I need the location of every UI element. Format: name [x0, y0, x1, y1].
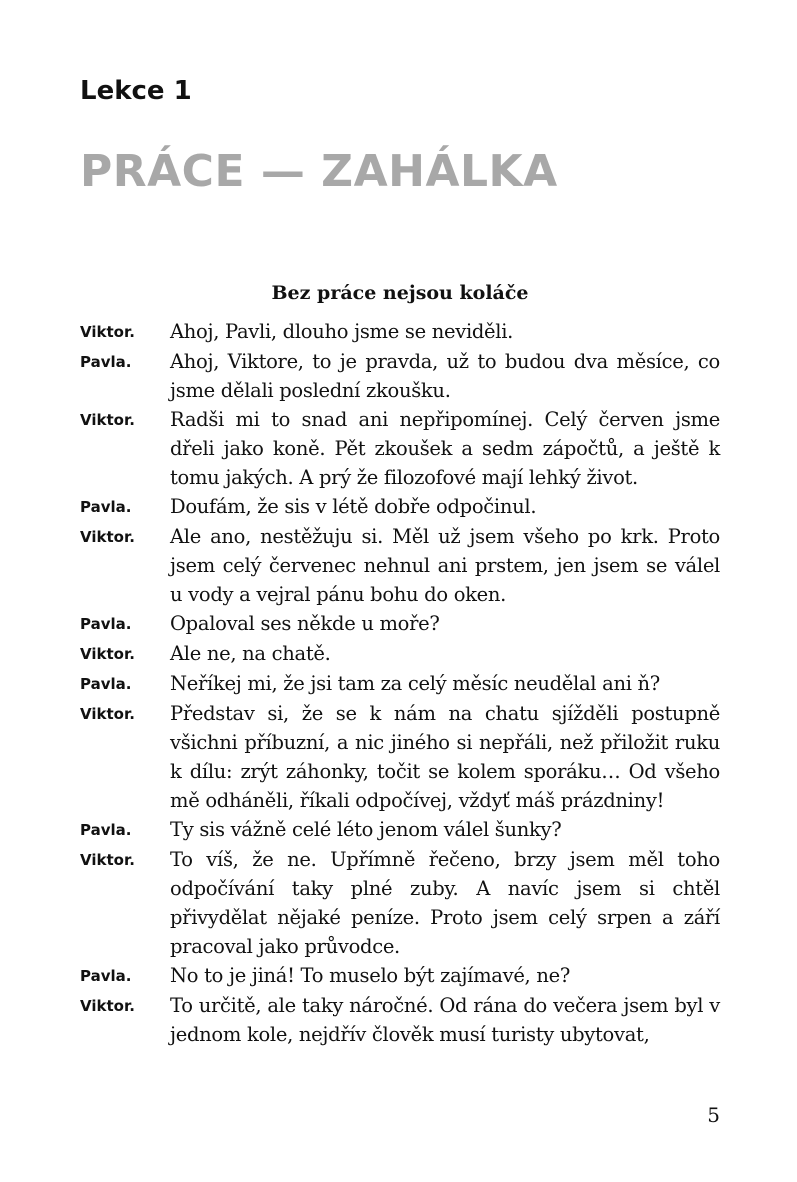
dialogue-line [80, 669, 720, 699]
dialogue-line [80, 845, 720, 961]
speech-text: Neříkej mi, že jsi tam za celý měsíc neudělal ani ň? [170, 672, 660, 695]
dialogue-line [80, 522, 720, 609]
speech-text: Opaloval ses někde u moře? [170, 612, 440, 635]
speaker-name: Pavla. [80, 967, 132, 985]
speech-text: Doufám, že sis v létě dobře odpočinul. [170, 495, 537, 518]
dialogue-line [80, 961, 720, 991]
dialogue-line [80, 699, 720, 815]
speaker-name: Viktor. [80, 997, 135, 1015]
dialogue-title: Bez práce nejsou koláče [271, 282, 529, 304]
speaker-name: Viktor. [80, 705, 135, 723]
speaker-name: Viktor. [80, 645, 135, 663]
speaker-name: Pavla. [80, 353, 132, 371]
speaker-name: Viktor. [80, 323, 135, 341]
dialogue-line [80, 815, 720, 845]
speech-text: Ale ano, nestěžuju si. Měl už jsem všeho po krk. Proto jsem celý červenec nehnul ani prstem, jen jsem se válel u vody a vejral pánu bohu do oken. [170, 525, 720, 606]
speech-text: Ahoj, Pavli, dlouho jsme se neviděli. [170, 320, 514, 343]
dialogue-line [80, 639, 720, 669]
dialogue-line [80, 347, 720, 405]
speech-text: Ahoj, Viktore, to je pravda, už to budou dva měsíce, co jsme dělali poslední zkoušku. [170, 350, 720, 402]
dialogue-line [80, 991, 720, 1049]
speaker-name: Pavla. [80, 821, 132, 839]
speaker-name: Viktor. [80, 411, 135, 429]
speech-text: To určitě, ale taky náročné. Od rána do večera jsem byl v jednom kole, nejdřív člověk musí turisty ubytovat, [170, 994, 720, 1046]
speaker-name: Pavla. [80, 615, 132, 633]
dialogue-line [80, 492, 720, 522]
page-number: 5 [707, 1103, 720, 1127]
dialogue-line [80, 609, 720, 639]
speech-text: Ty sis vážně celé léto jenom válel šunky? [170, 818, 562, 841]
speech-text: Radši mi to snad ani nepřipomínej. Celý červen jsme dřeli jako koně. Pět zkoušek a sedm zápočtů, a ještě k tomu jakých. A prý že filozofové mají lehký život. [170, 408, 720, 489]
speaker-name: Pavla. [80, 675, 132, 693]
dialogue [80, 317, 720, 1049]
speech-text: To víš, že ne. Upřímně řečeno, brzy jsem měl toho odpočívání taky plné zuby. A navíc jsem si chtěl přivydělat nějaké peníze. Proto jsem celý srpen a září pracoval jako průvodce. [170, 848, 720, 958]
lesson-label: Lekce 1 [80, 76, 192, 106]
dialogue-line [80, 317, 720, 347]
speech-text: Ale ne, na chatě. [170, 642, 331, 665]
speaker-name: Viktor. [80, 528, 135, 546]
dialogue-line [80, 405, 720, 492]
speech-text: Představ si, že se k nám na chatu sjížděli postupně všichni příbuzní, a nic jiného si nepřáli, než přiložit ruku k dílu: zrýt záhonky, točit se kolem sporáku… Od všeho mě odháněli, říkali odpočívej, vždyť máš prázdniny! [170, 702, 720, 812]
speaker-name: Pavla. [80, 498, 132, 516]
chapter-title: PRÁCE — ZAHÁLKA [80, 146, 558, 197]
speaker-name: Viktor. [80, 851, 135, 869]
speech-text: No to je jiná! To muselo být zajímavé, ne? [170, 964, 571, 987]
